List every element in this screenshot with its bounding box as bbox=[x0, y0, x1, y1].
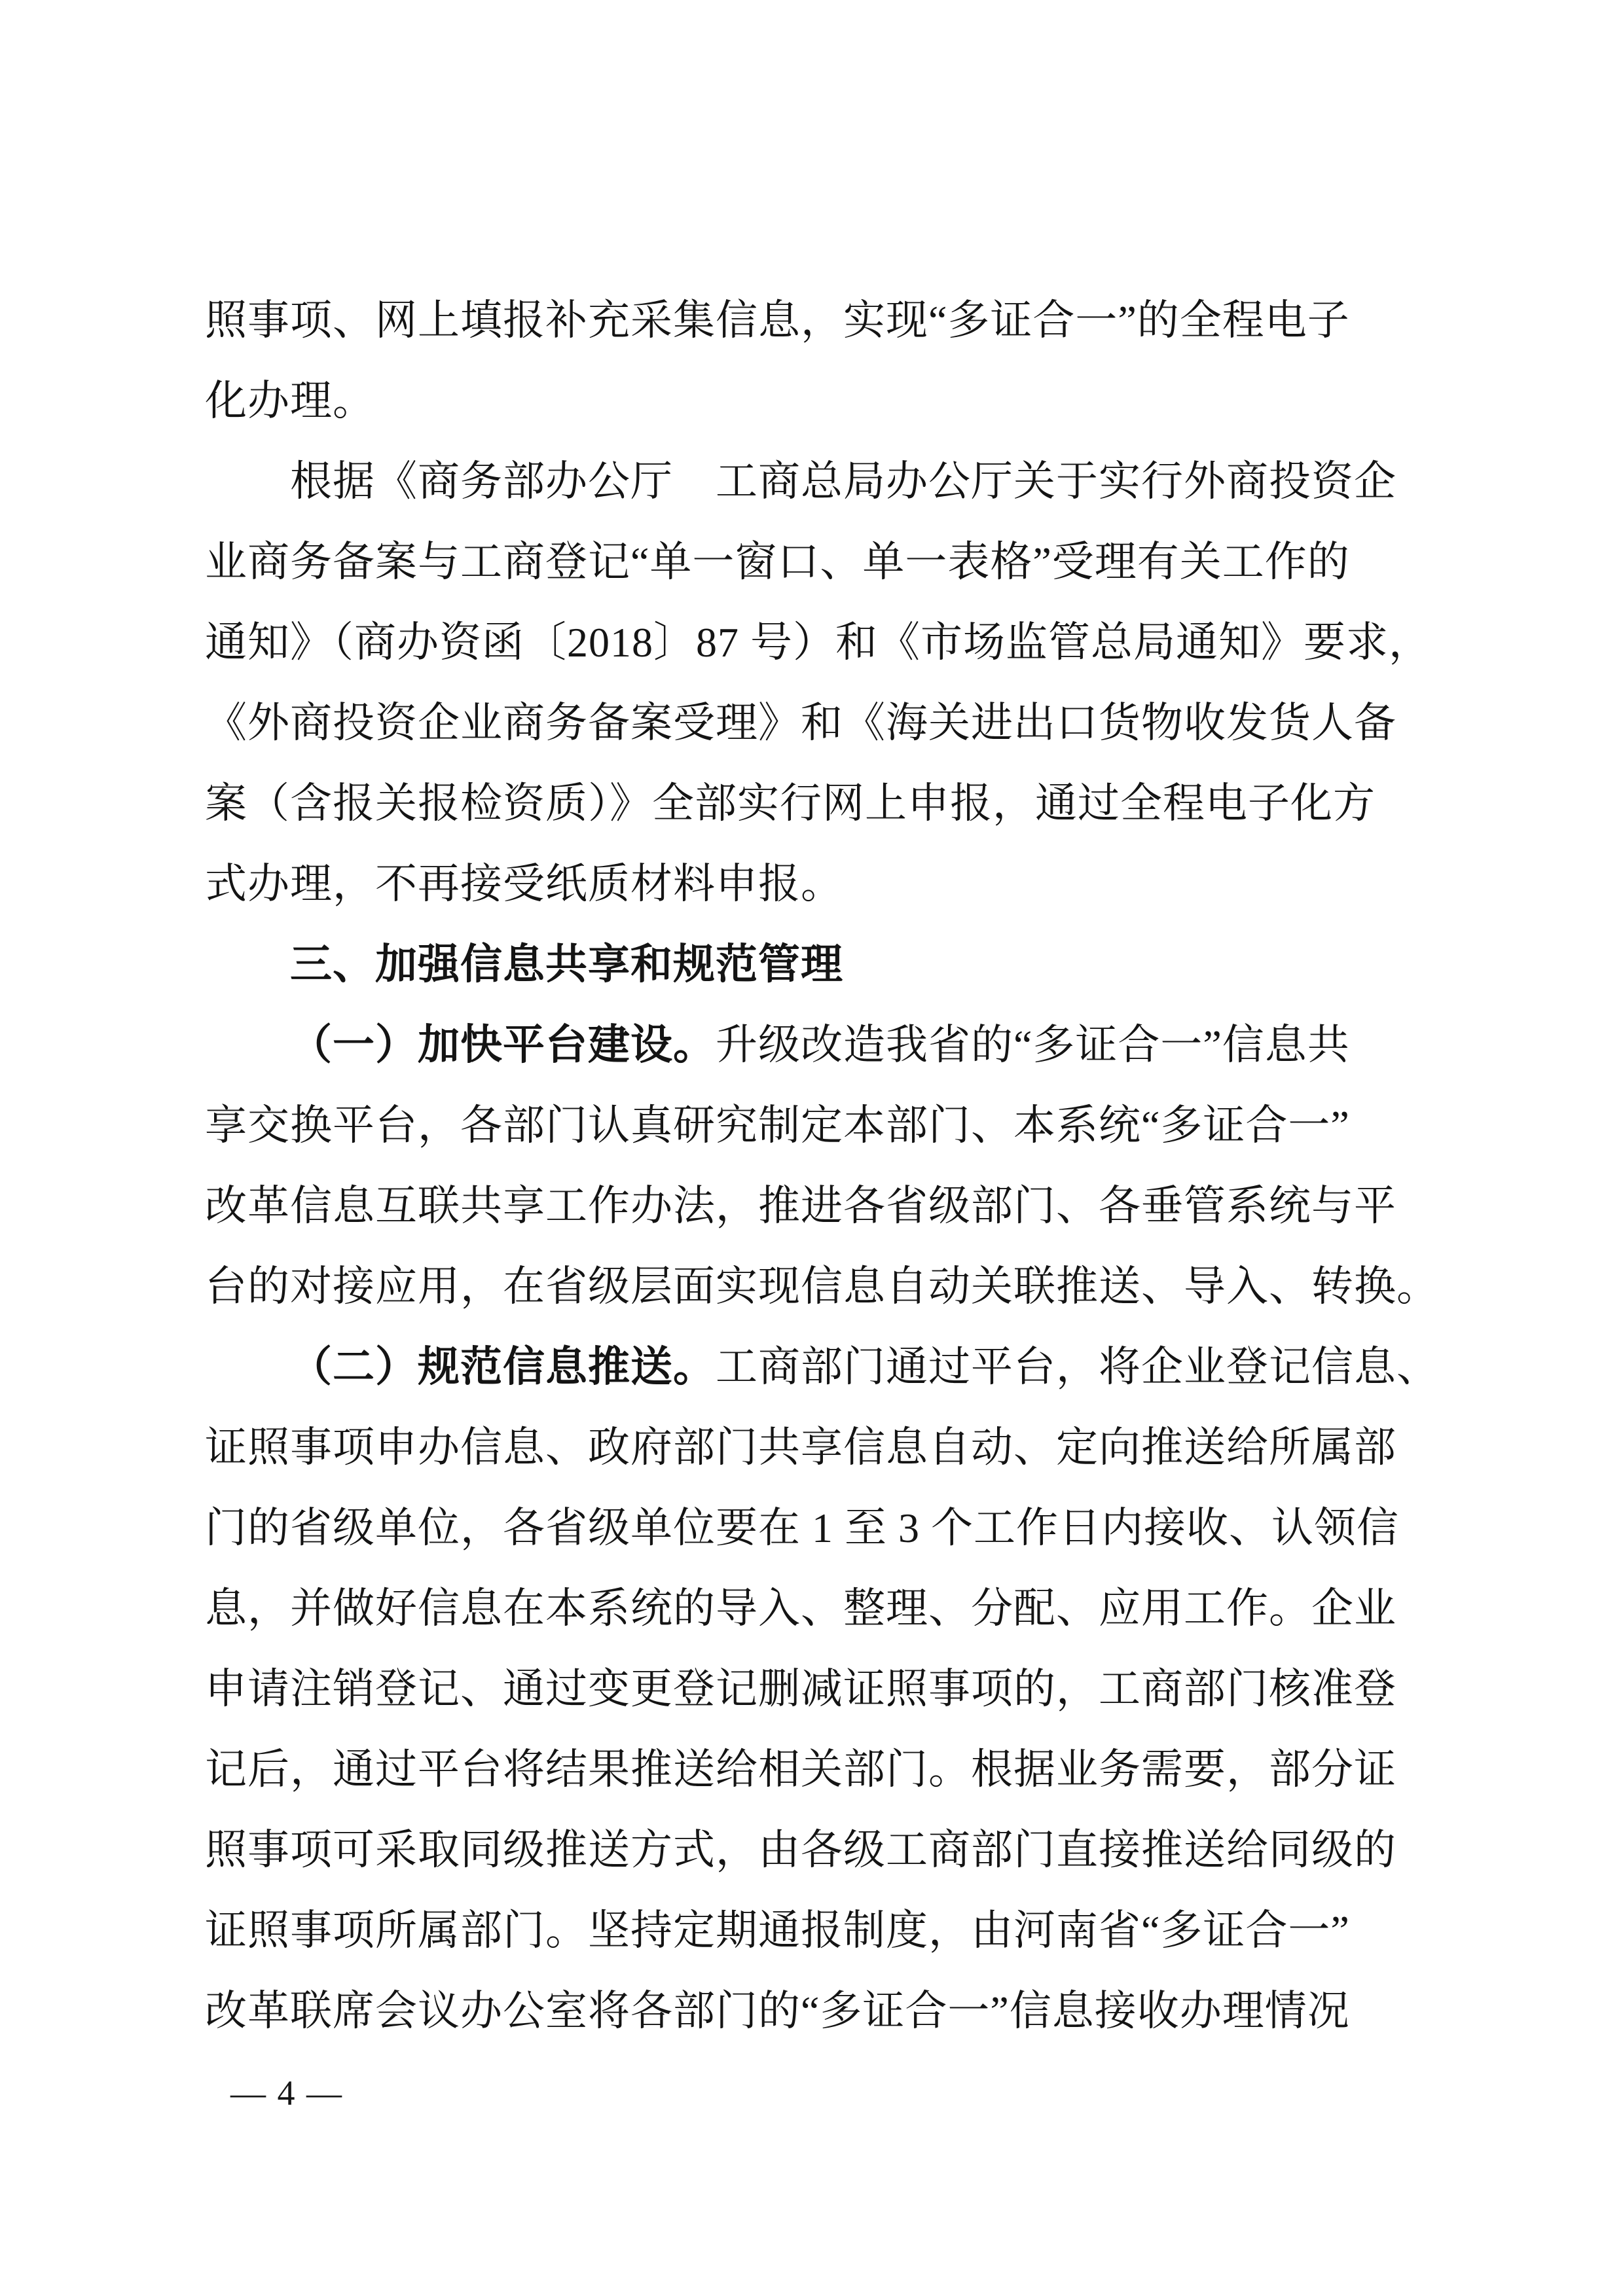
text-line bbox=[205, 522, 1436, 602]
bold-lead-text: （一）加快平台建设。 bbox=[290, 1021, 716, 1068]
line-text: 根据《商务部办公厅 工商总局办公厅关于实行外商投资企 bbox=[290, 458, 1396, 505]
line-text: 《外商投资企业商务备案受理》和《海关进出口货物收发货人备 bbox=[205, 700, 1396, 746]
line-text: 照事项、网上填报补充采集信息，实现“多证合一”的全程电子 bbox=[205, 297, 1350, 344]
text-line bbox=[205, 1407, 1436, 1488]
line-text: 台的对接应用，在省级层面实现信息自动关联推送、导入、转换。 bbox=[205, 1263, 1439, 1310]
line-text: 案（含报关报检资质）》全部实行网上申报，通过全程电子化方 bbox=[205, 780, 1376, 827]
text-line bbox=[205, 683, 1436, 763]
document-text-block bbox=[205, 280, 1439, 2051]
line-text: 通知》（商办资函〔2018〕87 号）和《市场监管总局通知》要求， bbox=[205, 619, 1431, 666]
text-line bbox=[205, 1971, 1436, 2051]
text-line bbox=[205, 361, 1436, 441]
line-text: 化办理。 bbox=[205, 378, 375, 424]
text-line bbox=[205, 1729, 1436, 1810]
text-line bbox=[205, 924, 1436, 1005]
bold-lead-text: （二）规范信息推送。 bbox=[290, 1343, 716, 1390]
line-text: 业商务备案与工商登记“单一窗口、单一表格”受理有关工作的 bbox=[205, 539, 1350, 585]
bold-lead-text: 三、加强信息共享和规范管理 bbox=[290, 941, 843, 988]
page-number: — 4 — bbox=[230, 2073, 343, 2113]
line-text: 工商部门通过平台，将企业登记信息、 bbox=[716, 1344, 1439, 1390]
text-line bbox=[205, 1005, 1436, 1085]
line-text: 改革信息互联共享工作办法，推进各省级部门、各垂管系统与平 bbox=[205, 1183, 1396, 1229]
text-line bbox=[205, 1327, 1439, 1407]
text-line bbox=[205, 1890, 1436, 1971]
text-line bbox=[205, 844, 1436, 924]
text-line bbox=[205, 441, 1436, 522]
line-text: 式办理，不再接受纸质材料申报。 bbox=[205, 861, 843, 907]
line-text: 享交换平台，各部门认真研究制定本部门、本系统“多证合一” bbox=[205, 1102, 1350, 1149]
line-text: 照事项可采取同级推送方式，由各级工商部门直接推送给同级的 bbox=[205, 1827, 1396, 1873]
text-line bbox=[205, 1488, 1436, 1568]
text-line bbox=[205, 763, 1436, 844]
line-text: 门的省级单位，各省级单位要在 1 至 3 个工作日内接收、认领信 bbox=[205, 1505, 1399, 1551]
text-line bbox=[205, 1810, 1436, 1890]
line-text: 证照事项所属部门。坚持定期通报制度，由河南省“多证合一” bbox=[205, 1907, 1350, 1954]
line-text: 申请注销登记、通过变更登记删减证照事项的，工商部门核准登 bbox=[205, 1666, 1396, 1712]
text-line bbox=[205, 602, 1436, 683]
text-line bbox=[205, 280, 1436, 361]
text-line bbox=[205, 1568, 1436, 1649]
text-line bbox=[205, 1246, 1439, 1327]
line-text: 记后，通过平台将结果推送给相关部门。根据业务需要，部分证 bbox=[205, 1746, 1396, 1793]
text-line bbox=[205, 1649, 1436, 1729]
line-text: 升级改造我省的“多证合一”信息共 bbox=[716, 1022, 1350, 1068]
line-text: 证照事项申办信息、政府部门共享信息自动、定向推送给所属部 bbox=[205, 1424, 1396, 1471]
line-text: 改革联席会议办公室将各部门的“多证合一”信息接收办理情况 bbox=[205, 1988, 1350, 2034]
line-text: 息，并做好信息在本系统的导入、整理、分配、应用工作。企业 bbox=[205, 1585, 1396, 1632]
text-line bbox=[205, 1085, 1436, 1166]
text-line bbox=[205, 1166, 1436, 1246]
